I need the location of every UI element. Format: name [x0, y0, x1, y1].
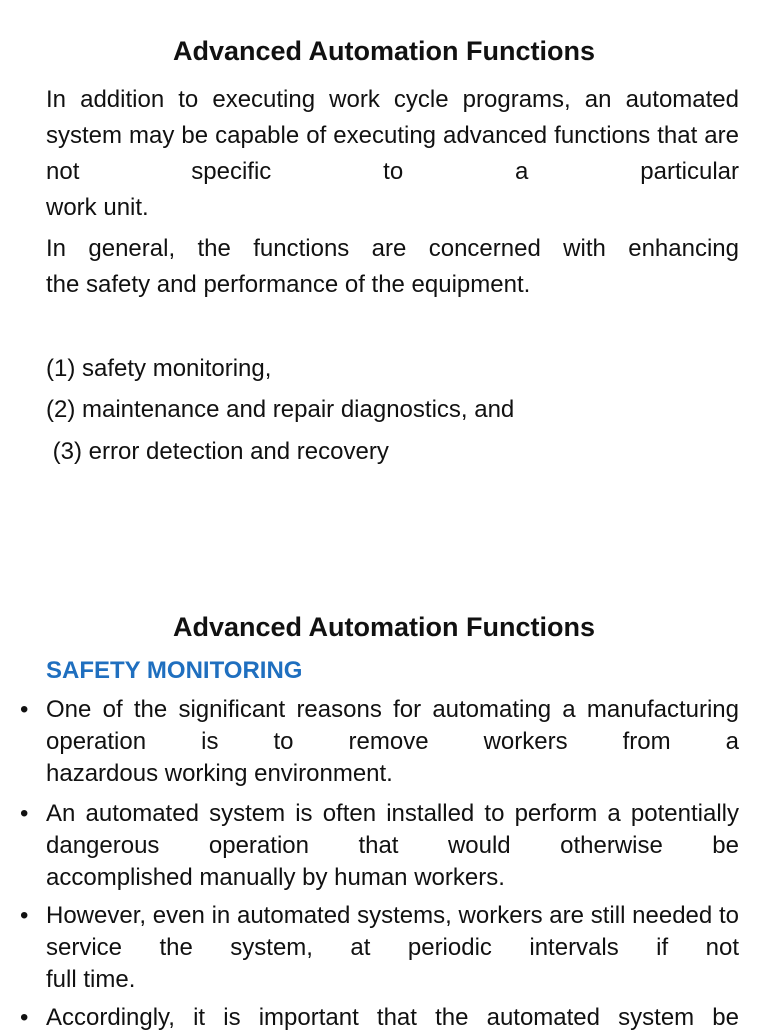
paragraph-general-last-line: the safety and performance of the equipment. — [46, 271, 531, 298]
bullet-text: One of the significant reasons for automating a manufacturing operation is to remove workers from a — [46, 696, 739, 755]
bullet-item — [20, 798, 739, 894]
bullet-text: Accordingly, it is important that the automated system be — [46, 1004, 739, 1031]
paragraph-intro-body: In addition to executing work cycle programs, an automated system may be capable of executing advanced functions that are not specific to a particular — [46, 86, 739, 185]
bullet-text: However, even in automated systems, workers are still needed to service the system, at periodic intervals if not — [46, 902, 739, 961]
slide-2 — [0, 576, 768, 1031]
bullet-marker: • — [20, 800, 29, 827]
paragraph-general — [46, 231, 739, 303]
bullet-text-last-line: hazardous working environment. — [46, 760, 393, 787]
list-item-error-detection: (3) error detection and recovery — [46, 438, 389, 465]
paragraph-intro-last-line: work unit. — [46, 194, 149, 221]
list-item-maintenance: (2) maintenance and repair diagnostics, and — [46, 396, 515, 423]
paragraph-general-body: In general, the functions are concerned with enhancing — [46, 235, 739, 262]
bullet-text-last-line: accomplished manually by human workers. — [46, 864, 505, 891]
bullet-item — [20, 694, 739, 790]
bullet-item — [20, 900, 739, 996]
bullet-text: An automated system is often installed to perform a potentially dangerous operation that would otherwise be — [46, 800, 739, 859]
paragraph-intro — [46, 82, 739, 226]
slide-title: Advanced Automation Functions — [172, 612, 595, 642]
bullet-item — [20, 1002, 739, 1034]
section-heading-safety-monitoring: SAFETY MONITORING — [46, 657, 303, 684]
bullet-marker: • — [20, 1004, 29, 1031]
slide-title: Advanced Automation Functions — [172, 36, 595, 66]
bullet-text-last-line: full time. — [46, 966, 136, 993]
list-item-safety-monitoring: (1) safety monitoring, — [46, 355, 272, 382]
bullet-marker: • — [20, 696, 29, 723]
bullet-marker: • — [20, 902, 29, 929]
